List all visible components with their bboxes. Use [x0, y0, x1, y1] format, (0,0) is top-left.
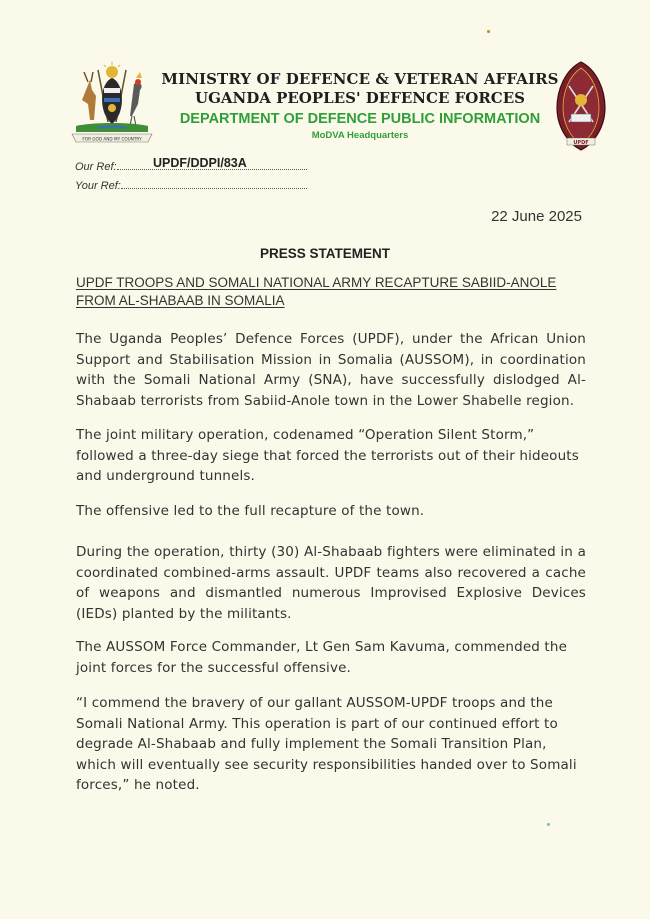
- statement-title: PRESS STATEMENT: [259, 246, 390, 261]
- our-ref-label: Our Ref:: [75, 161, 117, 173]
- uganda-coat-of-arms-icon: [68, 60, 156, 144]
- updf-badge-icon: [553, 60, 609, 152]
- paragraph: During the operation, thirty (30) Al-Shabaab fighters were eliminated in a coordinated combined-arms assault. UPDF teams also recovered a cache of weapons and dismantled numerous Improvised Explosive Devices (IEDs) planted by the militants.: [76, 544, 586, 622]
- headquarters-label: MoDVA Headquarters: [311, 130, 409, 141]
- paragraph: The joint military operation, codenamed “Operation Silent Storm,” followed a three-day siege that forced the terrorists out of their hideouts and underground tunnels.: [76, 427, 579, 484]
- paragraph: The offensive led to the full recapture of the town.: [76, 503, 425, 519]
- paragraph: The Uganda Peoples’ Defence Forces (UPDF), under the African Union Support and Stabilisation Mission in Somalia (AUSSOM), in coordination with the Somali National Army (SNA), have successfully dislodged Al-Shabaab terrorists from Sabiid-Anole town in the Lower Shabelle region.: [76, 331, 586, 409]
- our-ref-value: UPDF/DDPI/83A: [153, 156, 247, 170]
- headline: UPDF TROOPS AND SOMALI NATIONAL ARMY RECAPTURE SABIID-ANOLE FROM AL-SHABAAB IN SOMALIA: [76, 275, 557, 308]
- paragraph: “I commend the bravery of our gallant AUSSOM-UPDF troops and the Somali National Army. This operation is part of our continued effort to degrade Al-Shabaab and fully implement the Somali Transition Plan, which will eventually see security responsibilities handed over to Somali forces,” he noted.: [76, 695, 577, 793]
- paper-speck: [547, 823, 550, 826]
- paper-speck: [487, 30, 490, 33]
- svg-text:FOR GOD AND MY COUNTRY: FOR GOD AND MY COUNTRY: [82, 136, 142, 142]
- force-name: UGANDA PEOPLES' DEFENCE FORCES: [194, 89, 525, 107]
- letterhead: [150, 70, 570, 143]
- svg-text:UPDF: UPDF: [573, 139, 589, 146]
- your-ref-row: [75, 177, 307, 192]
- statement-date: 22 June 2025: [491, 208, 582, 225]
- department-name: DEPARTMENT OF DEFENCE PUBLIC INFORMATION: [179, 111, 541, 127]
- ministry-name: MINISTRY OF DEFENCE & VETERAN AFFAIRS: [161, 70, 559, 88]
- paragraph: The AUSSOM Force Commander, Lt Gen Sam Kavuma, commended the joint forces for the successful offensive.: [76, 639, 568, 676]
- your-ref-label: Your Ref:: [75, 180, 121, 192]
